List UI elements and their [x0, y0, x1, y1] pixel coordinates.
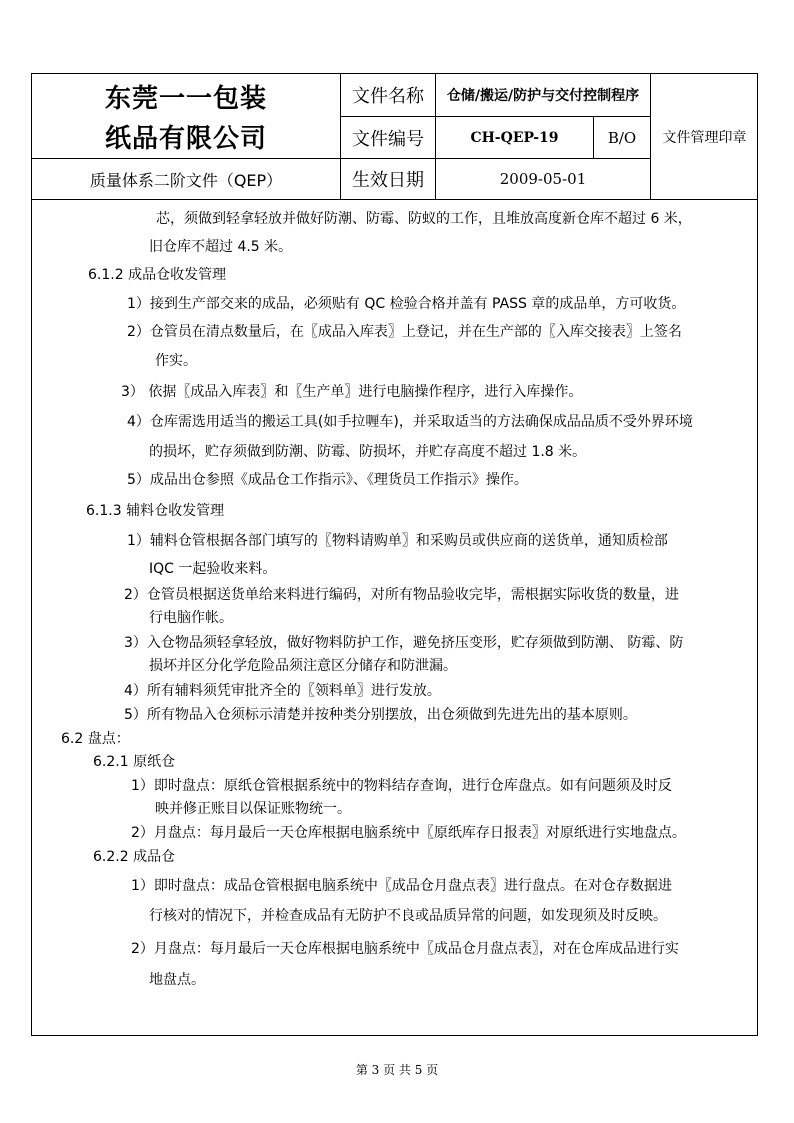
section-heading-6-2: 6.2 盘点： [61, 731, 130, 747]
body-line-13: IQC 一起验收来料。 [149, 561, 277, 577]
section-heading-6-2-1: 6.2.1 原纸仓 [93, 754, 176, 770]
company-name-line2: 纸品有限公司 [104, 123, 267, 154]
file-name-value: 仓储/搬运/防护与交付控制程序 [446, 88, 640, 104]
company-name-line1: 东莞一一包装 [104, 83, 267, 114]
document-stamp-label: 文件管理印章 [662, 129, 747, 146]
effective-date-label: 生效日期 [352, 170, 424, 191]
body-line-28: 2）月盘点：每月最后一天仓库根据电脑系统中〖成品仓月盘点表〗，对在仓库成品进行实 [131, 941, 679, 957]
body-line-26: 1）即时盘点：成品仓管根据电脑系统中〖成品仓月盘点表〗进行盘点。在对仓存数据进 [131, 878, 672, 894]
body-line-27: 行核对的情况下，并检查成品有无防护不良或品质异常的问题，如发现须及时反映。 [149, 908, 667, 924]
body-line-19: 5）所有物品入仓须标示清楚并按种类分别摆放，出仓须做到先进先出的基本原则。 [124, 707, 637, 723]
body-line-15: 行电脑作帐。 [149, 610, 233, 626]
document-type: 质量体系二阶文件（QEP） [89, 170, 283, 190]
body-line-10: 5）成品出仓参照《成品仓工作指示》、《理货员工作指示》操作。 [127, 472, 528, 488]
file-name-label: 文件名称 [352, 86, 424, 107]
body-line-29: 地盘点。 [149, 972, 205, 988]
header-rule-3 [31, 199, 758, 200]
body-line-9: 的损坏，贮存须做到防潮、防霉、防损坏，并贮存高度不超过 1.8 米。 [149, 444, 587, 460]
file-number-value: CH-QEP-19 [470, 129, 559, 146]
body-line-8: 4）仓库需选用适当的搬运工具(如手拉喱车)，并采取适当的方法确保成品品质不受外界环境 [127, 414, 693, 430]
body-line-12: 1）辅料仓管根据各部门填写的〖物料请购单〗和采购员或供应商的送货单，通知质检部 [127, 533, 668, 549]
section-heading-6-2-2: 6.2.2 成品仓 [93, 849, 176, 865]
body-line-18: 4）所有辅料须凭审批齐全的〖领料单〗进行发放。 [124, 683, 441, 699]
body-line-6: 作实。 [155, 353, 197, 369]
body-line-23: 映并修正账目以保证账物统一。 [155, 801, 351, 817]
version-value: B/O [607, 128, 637, 147]
body-line-24: 2）月盘点：每月最后一天仓库根据电脑系统中〖原纸库存日报表〗对原纸进行实地盘点。 [131, 825, 686, 841]
body-line-5: 2）仓管员在清点数量后，在〖成品入库表〗上登记，并在生产部的〖入库交接表〗上签名 [127, 324, 682, 340]
body-line-4: 1）接到生产部交来的成品，必须贴有 QC 检验合格并盖有 PASS 章的成品单，方可收货。 [127, 296, 686, 312]
body-line-7: 3） 依据〖成品入库表〗和〖生产单〗进行电脑操作程序，进行入库操作。 [121, 384, 583, 400]
section-heading-6-1-2: 6.1.2 成品仓收发管理 [88, 267, 227, 283]
file-number-label: 文件编号 [352, 128, 424, 150]
effective-date-value: 2009-05-01 [499, 170, 587, 188]
body-line-17: 损坏并区分化学危险品须注意区分储存和防泄漏。 [149, 658, 457, 674]
body-line-22: 1）即时盘点：原纸仓管根据系统中的物料结存查询，进行仓库盘点。如有问题须及时反 [131, 778, 672, 794]
body-line-16: 3）入仓物品须轻拿轻放，做好物料防护工作，避免挤压变形，贮存须做到防潮、 防霉、防 [124, 635, 684, 651]
section-heading-6-1-3: 6.1.3 辅料仓收发管理 [86, 503, 225, 519]
body-line-1: 芯，须做到轻拿轻放并做好防潮、防霉、防蚁的工作，且堆放高度新仓库不超过 6 米， [156, 211, 692, 227]
body-line-14: 2）仓管员根据送货单给来料进行编码，对所有物品验收完毕，需根据实际收货的数量，进 [124, 587, 679, 603]
body-line-2: 旧仓库不超过 4.5 米。 [149, 239, 293, 255]
page-number: 第 3 页 共 5 页 [355, 1063, 439, 1077]
